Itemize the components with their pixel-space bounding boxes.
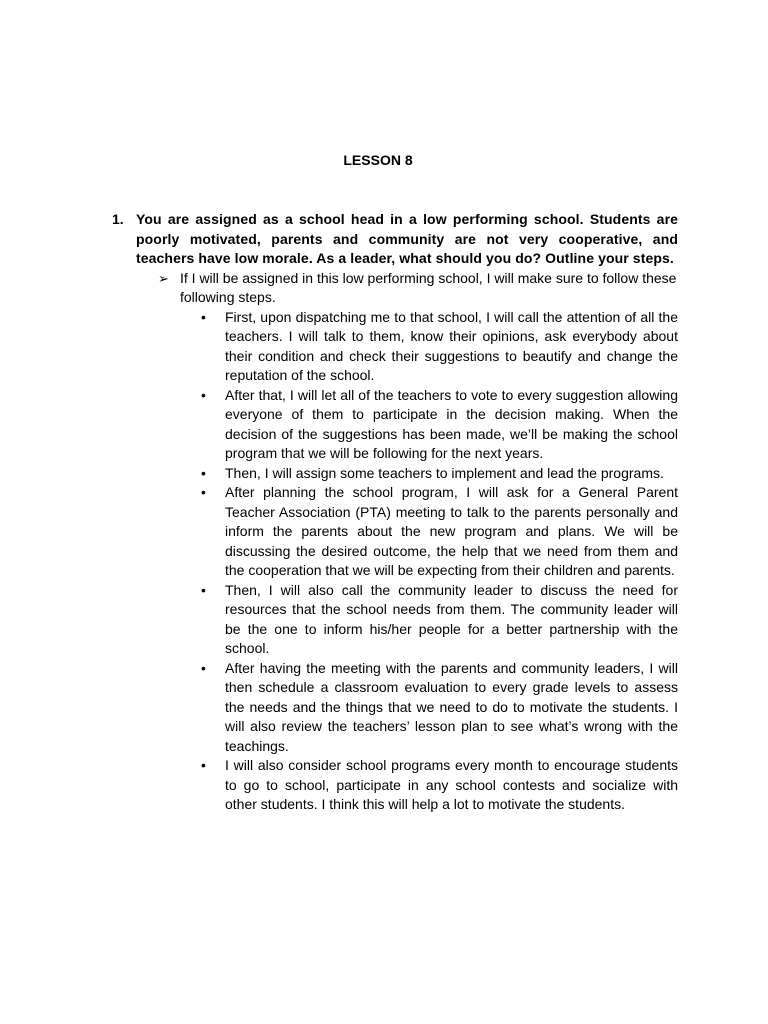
bullet-dot-icon: • bbox=[201, 581, 206, 598]
step-text: After that, I will let all of the teachers to vote to every suggestion allowing everyone of them to participate in the decision making. When the decision of the suggestions has been made, we’ll be making the school program that we will be following for the next years. bbox=[225, 386, 678, 461]
question-block bbox=[112, 210, 678, 815]
bullet-dot-icon: • bbox=[201, 308, 206, 325]
step-text: I will also consider school programs every month to encourage students to go to school, participate in any school contests and socialize with other students. I think this will help a lot to motivate the students. bbox=[225, 757, 678, 812]
step-text: First, upon dispatching me to that school, I will call the attention of all the teachers. I will talk to them, know their opinions, ask everybody about their condition and check their suggestions to beautify and change the reputation of the school. bbox=[225, 308, 678, 383]
step-text: Then, I will assign some teachers to implement and lead the programs. bbox=[225, 464, 664, 481]
list-item bbox=[201, 386, 678, 464]
list-item bbox=[201, 464, 678, 484]
bullet-dot-icon: • bbox=[201, 484, 206, 500]
bullet-dot-icon: • bbox=[201, 386, 206, 403]
list-item bbox=[201, 659, 678, 757]
answer-intro: If I will be assigned in this low performing school, I will make sure to follow these following steps. bbox=[180, 269, 677, 305]
step-text: After having the meeting with the parents and community leaders, I will then schedule a classroom evaluation to every grade levels to assess the needs and the things that we need to do to motivate the students. I will also review the teachers’ lesson plan to see what’s wrong with the teachings. bbox=[225, 659, 678, 754]
arrow-bullet-icon: ➢ bbox=[158, 270, 169, 286]
question-number: 1. bbox=[112, 211, 124, 227]
list-item bbox=[201, 483, 678, 581]
list-item bbox=[201, 581, 678, 659]
page-title: LESSON 8 bbox=[343, 152, 413, 168]
steps-list bbox=[201, 308, 678, 815]
step-text: After planning the school program, I will ask for a General Parent Teacher Association (PTA) meeting to talk to the parents personally and inform the parents about the new program and plans. We will be discussing the desired outcome, the help that we need from them and the cooperation that we will be expecting from their children and parents. bbox=[225, 484, 678, 578]
list-item bbox=[201, 308, 678, 386]
bullet-dot-icon: • bbox=[201, 464, 206, 481]
answer-block bbox=[158, 269, 678, 815]
question-text: You are assigned as a school head in a low performing school. Students are poorly motivated, parents and community are not very cooperative, and teachers have low morale. As a leader, what should you do? Outline your steps. bbox=[136, 211, 678, 266]
bullet-dot-icon: • bbox=[201, 757, 206, 773]
list-item bbox=[201, 756, 678, 815]
bullet-dot-icon: • bbox=[201, 659, 206, 676]
step-text: Then, I will also call the community leader to discuss the need for resources that the school needs from them. The community leader will be the one to inform his/her people for a better partnership with the school. bbox=[225, 581, 678, 656]
